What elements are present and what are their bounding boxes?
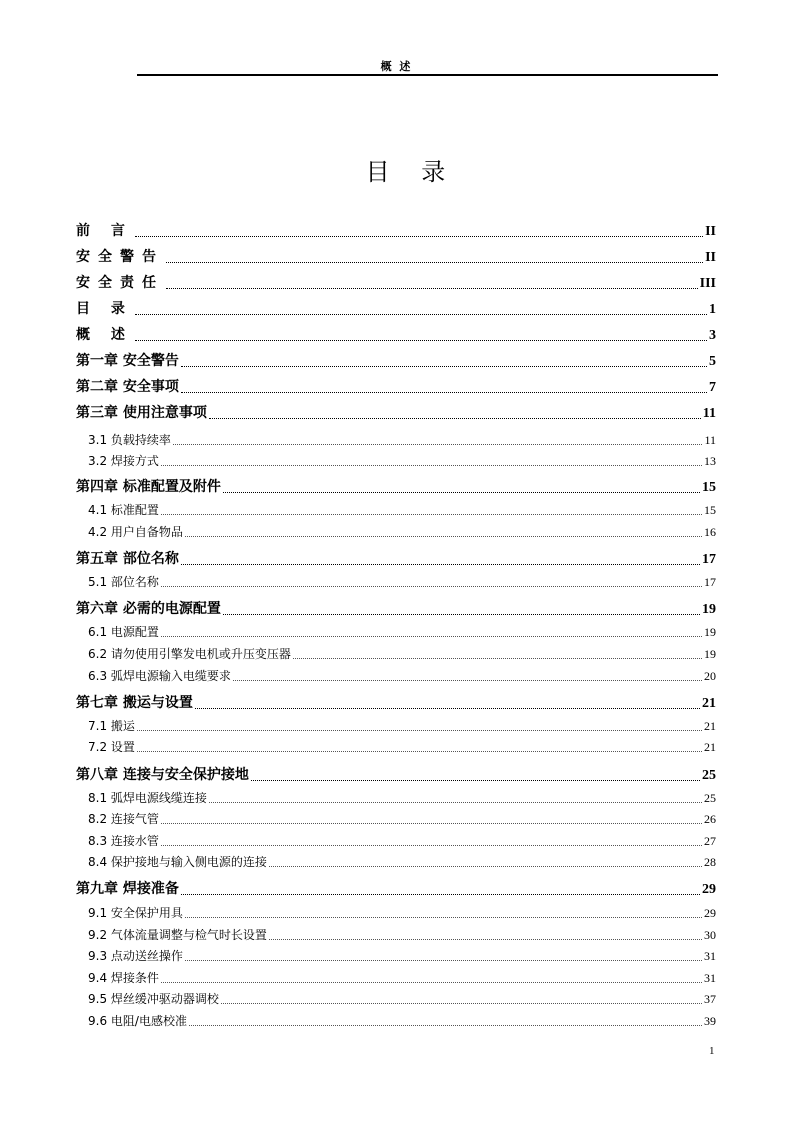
toc-dot-leader (185, 917, 702, 918)
toc-entry-page: 11 (702, 406, 716, 421)
toc-section-entry[interactable] (88, 901, 716, 921)
toc-entry-page: 39 (704, 1014, 716, 1028)
toc-entry-page: 1 (709, 302, 716, 317)
toc-entry-label: 第九章 焊接准备 (76, 881, 179, 897)
toc-entry-label: 第一章 安全警告 (76, 353, 179, 369)
toc-chapter-entry[interactable] (76, 272, 716, 292)
toc-entry-label: 前 言 (76, 223, 133, 239)
toc-entry-label: 9.1 安全保护用具 (88, 906, 183, 920)
toc-section-entry[interactable] (88, 428, 716, 448)
toc-entry-label: 8.1 弧焊电源线缆连接 (88, 791, 207, 805)
toc-entry-page: 15 (704, 503, 716, 517)
toc-section-entry[interactable] (88, 944, 716, 964)
toc-entry-label: 9.6 电阻/电感校准 (88, 1014, 187, 1028)
toc-section-entry[interactable] (88, 966, 716, 986)
running-header-title: 概 述 (380, 60, 413, 73)
toc-entry-page: 30 (704, 928, 716, 942)
page-number: 1 (709, 1045, 715, 1057)
toc-entry-page: 5 (709, 354, 716, 369)
toc-section-entry[interactable] (88, 642, 716, 662)
toc-section-entry[interactable] (88, 807, 716, 827)
toc-entry-page: 31 (704, 949, 716, 963)
toc-entry-label: 第二章 安全事项 (76, 379, 179, 395)
toc-entry-page: 21 (704, 719, 716, 733)
toc-entry-page: 37 (704, 992, 716, 1006)
toc-chapter-entry[interactable] (76, 476, 716, 496)
toc-dot-leader (185, 536, 702, 537)
toc-entry-label: 4.1 标准配置 (88, 503, 159, 517)
toc-section-entry[interactable] (88, 570, 716, 590)
toc-section-entry[interactable] (88, 620, 716, 640)
toc-dot-leader (221, 1003, 702, 1004)
toc-section-entry[interactable] (88, 449, 716, 469)
toc-entry-label: 第四章 标准配置及附件 (76, 479, 221, 495)
toc-entry-page: 21 (702, 696, 716, 711)
toc-dot-leader (181, 894, 700, 895)
toc-entry-page: III (699, 276, 716, 291)
toc-entry-label: 第五章 部位名称 (76, 551, 179, 567)
toc-dot-leader (173, 444, 703, 445)
toc-entry-page: 19 (704, 647, 716, 661)
toc-dot-leader (161, 845, 702, 846)
toc-dot-leader (223, 492, 700, 493)
toc-section-entry[interactable] (88, 664, 716, 684)
toc-entry-label: 8.4 保护接地与输入侧电源的连接 (88, 855, 267, 869)
toc-dot-leader (135, 236, 703, 237)
toc-entry-page: 13 (704, 454, 716, 468)
toc-entry-label: 7.1 搬运 (88, 719, 135, 733)
toc-dot-leader (135, 340, 707, 341)
toc-entry-page: 20 (704, 669, 716, 683)
toc-entry-label: 9.5 焊丝缓冲驱动器调校 (88, 992, 219, 1006)
toc-dot-leader (209, 418, 701, 419)
toc-dot-leader (195, 708, 700, 709)
toc-section-entry[interactable] (88, 850, 716, 870)
toc-entry-label: 6.2 请勿使用引擎发电机或升压变压器 (88, 647, 291, 661)
toc-entry-label: 8.3 连接水管 (88, 834, 159, 848)
toc-entry-label: 9.3 点动送丝操作 (88, 949, 183, 963)
toc-chapter-entry[interactable] (76, 376, 716, 396)
toc-entry-page: 25 (702, 768, 716, 783)
toc-entry-label: 第七章 搬运与设置 (76, 695, 193, 711)
toc-dot-leader (161, 823, 702, 824)
toc-entry-label: 6.3 弧焊电源输入电缆要求 (88, 669, 231, 683)
toc-entry-page: II (705, 250, 716, 265)
toc-dot-leader (269, 866, 702, 867)
toc-entry-page: 17 (702, 552, 716, 567)
toc-chapter-entry[interactable] (76, 598, 716, 618)
toc-entry-label: 8.2 连接气管 (88, 812, 159, 826)
toc-chapter-entry[interactable] (76, 246, 716, 266)
toc-entry-page: 31 (704, 971, 716, 985)
toc-dot-leader (293, 658, 702, 659)
toc-section-entry[interactable] (88, 498, 716, 518)
toc-entry-page: II (705, 224, 716, 239)
toc-section-entry[interactable] (88, 829, 716, 849)
toc-entry-label: 概 述 (76, 327, 133, 343)
toc-entry-page: 26 (704, 812, 716, 826)
toc-section-entry[interactable] (88, 987, 716, 1007)
toc-entry-label: 3.2 焊接方式 (88, 454, 159, 468)
toc-entry-page: 19 (702, 602, 716, 617)
toc-dot-leader (223, 614, 700, 615)
toc-entry-page: 16 (704, 525, 716, 539)
toc-entry-page: 3 (709, 328, 716, 343)
toc-section-entry[interactable] (88, 520, 716, 540)
toc-entry-label: 4.2 用户自备物品 (88, 525, 183, 539)
toc-entry-page: 17 (704, 575, 716, 589)
toc-dot-leader (135, 314, 707, 315)
toc-dot-leader (181, 366, 707, 367)
toc-entry-page: 21 (704, 740, 716, 754)
toc-entry-label: 第三章 使用注意事项 (76, 405, 207, 421)
toc-dot-leader (161, 636, 702, 637)
toc-section-entry[interactable] (88, 714, 716, 734)
toc-dot-leader (233, 680, 702, 681)
toc-dot-leader (161, 465, 702, 466)
toc-chapter-entry[interactable] (76, 220, 716, 240)
toc-entry-page: 28 (704, 855, 716, 869)
toc-chapter-entry[interactable] (76, 764, 716, 784)
toc-dot-leader (181, 392, 707, 393)
toc-section-entry[interactable] (88, 735, 716, 755)
toc-chapter-entry[interactable] (76, 324, 716, 344)
page-title: 目 录 (365, 158, 458, 186)
toc-entry-label: 安全责任 (76, 275, 164, 291)
toc-entry-page: 11 (704, 433, 716, 447)
toc-dot-leader (251, 780, 700, 781)
toc-dot-leader (166, 288, 698, 289)
toc-chapter-entry[interactable] (76, 298, 716, 318)
toc-dot-leader (161, 982, 702, 983)
toc-dot-leader (166, 262, 703, 263)
toc-entry-page: 29 (702, 882, 716, 897)
toc-entry-label: 目 录 (76, 301, 133, 317)
toc-dot-leader (137, 751, 702, 752)
toc-entry-label: 9.4 焊接条件 (88, 971, 159, 985)
toc-entry-page: 25 (704, 791, 716, 805)
toc-chapter-entry[interactable] (76, 548, 716, 568)
toc-dot-leader (161, 586, 702, 587)
toc-entry-label: 3.1 负载持续率 (88, 433, 171, 447)
toc-entry-page: 29 (704, 906, 716, 920)
toc-dot-leader (189, 1025, 702, 1026)
toc-entry-page: 7 (709, 380, 716, 395)
toc-entry-label: 安全警告 (76, 249, 164, 265)
toc-entry-page: 27 (704, 834, 716, 848)
toc-chapter-entry[interactable] (76, 402, 716, 422)
toc-section-entry[interactable] (88, 923, 716, 943)
toc-section-entry[interactable] (88, 786, 716, 806)
toc-entry-label: 5.1 部位名称 (88, 575, 159, 589)
toc-entry-page: 19 (704, 625, 716, 639)
toc-chapter-entry[interactable] (76, 692, 716, 712)
toc-entry-label: 第六章 必需的电源配置 (76, 601, 221, 617)
toc-entry-label: 9.2 气体流量调整与检气时长设置 (88, 928, 267, 942)
toc-dot-leader (185, 960, 702, 961)
toc-entry-label: 6.1 电源配置 (88, 625, 159, 639)
toc-chapter-entry[interactable] (76, 350, 716, 370)
toc-section-entry[interactable] (88, 1009, 716, 1029)
toc-dot-leader (269, 939, 702, 940)
header-divider (137, 74, 718, 76)
toc-chapter-entry[interactable] (76, 878, 716, 898)
toc-entry-label: 第八章 连接与安全保护接地 (76, 767, 249, 783)
toc-dot-leader (137, 730, 702, 731)
toc-dot-leader (181, 564, 700, 565)
toc-entry-page: 15 (702, 480, 716, 495)
toc-entry-label: 7.2 设置 (88, 740, 135, 754)
toc-dot-leader (209, 802, 702, 803)
toc-dot-leader (161, 514, 702, 515)
